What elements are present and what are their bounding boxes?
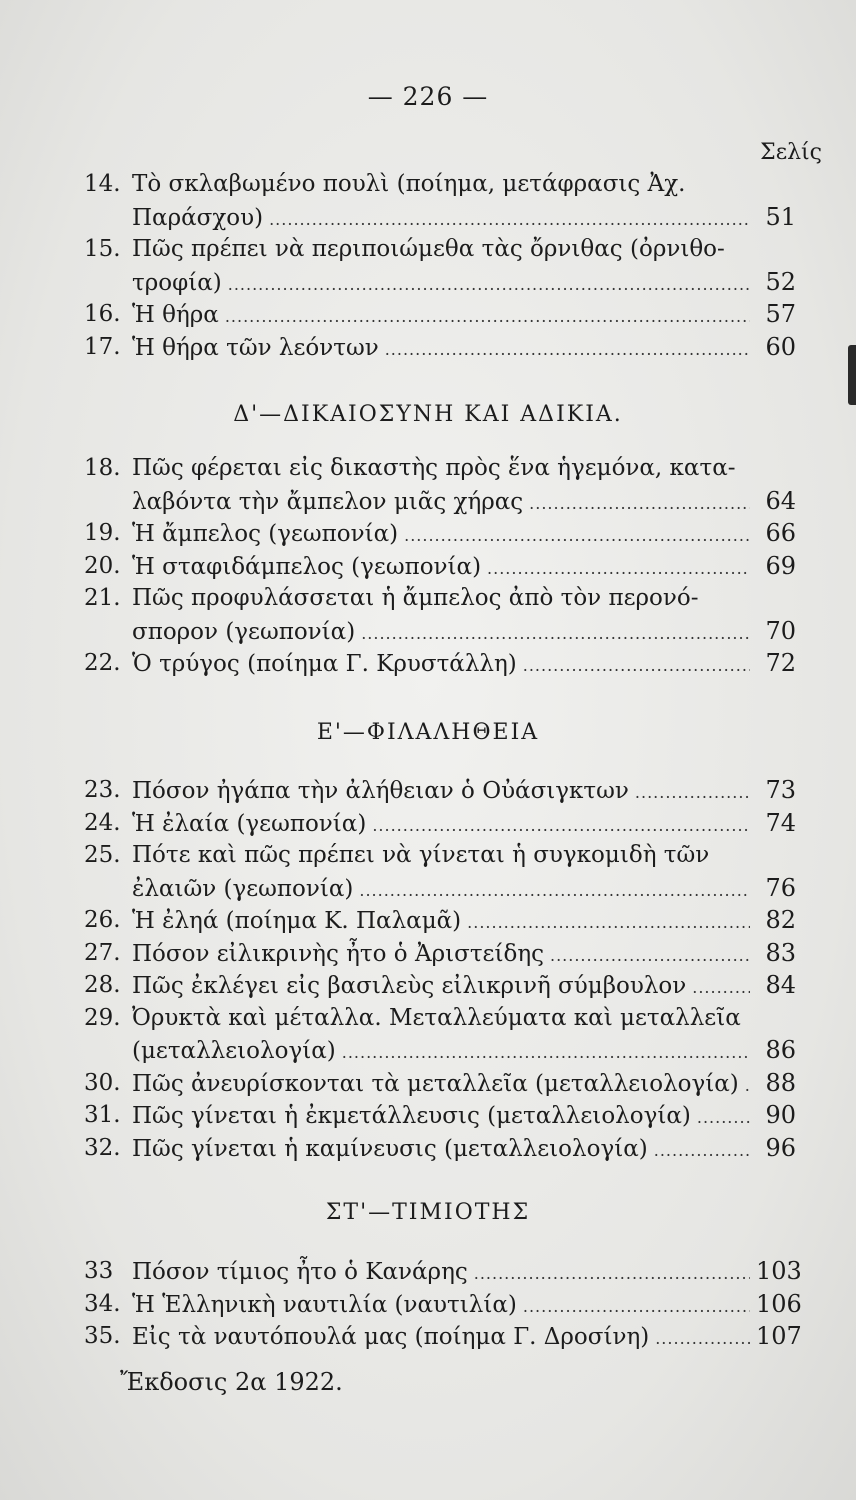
toc-line (84, 904, 796, 936)
toc-entry-number: 17. (84, 333, 121, 360)
toc-entry-page: 106 (756, 1289, 802, 1318)
toc-entry-number: 22. (84, 650, 121, 676)
section-heading-d: Δ'—ΔΙΚΑΙΟΣΥΝΗ ΚΑΙ ΑΔΙΚΙΑ. (233, 402, 623, 427)
toc-entry-number: 18. (84, 455, 121, 481)
leader-dots (692, 972, 750, 1004)
toc-entry-title: Πῶς γίνεται ἡ καμίνευσις (μεταλλειολογία) (132, 1135, 648, 1162)
toc-entry-number: 33 (84, 1258, 114, 1284)
leader-dots (529, 488, 750, 520)
toc-line (84, 872, 796, 904)
toc-entry-title: Πόσον τίμιος ἦτο ὁ Κανάρης (132, 1259, 468, 1285)
toc-entry-title: Ἡ ἄμπελος (γεωπονία) (132, 521, 399, 547)
toc-entry-title: σπορον (γεωπονία) (132, 618, 356, 645)
toc-entry-number: 19. (84, 520, 121, 546)
toc-line (84, 774, 796, 806)
leader-dots (372, 810, 750, 842)
toc-entry-page: 83 (765, 938, 796, 967)
toc-entry-title: ἐλαιῶν (γεωπονία) (132, 875, 354, 902)
toc-line (84, 1002, 796, 1034)
column-header-page: Σελίς (760, 140, 822, 165)
toc-line (84, 517, 796, 549)
toc-entry-number: 20. (84, 552, 121, 579)
toc-entry-page: 69 (765, 551, 796, 580)
leader-dots (474, 1258, 750, 1290)
edition-note: Ἔκδοσις 2α 1922. (120, 1368, 343, 1396)
page-edge-mark (848, 345, 856, 405)
toc-entry-number: 35. (84, 1323, 121, 1349)
leader-dots (361, 618, 750, 650)
toc-entry-title: Ὁ τρύγος (ποίημα Γ. Κρυστάλλη) (132, 651, 517, 677)
leader-dots (487, 553, 750, 585)
toc-entry-title: Ἡ ἐληά (ποίημα Κ. Παλαμᾶ) (132, 908, 462, 934)
toc-line (84, 1320, 802, 1352)
toc-entry-page: 88 (765, 1068, 796, 1097)
toc-entry-title: Πῶς πρέπει νὰ περιποιώμεθα τὰς ὄρνιθας (ὀρνιθο- (132, 236, 725, 262)
leader-dots (745, 1070, 750, 1102)
leader-dots (523, 650, 750, 682)
leader-dots (359, 875, 750, 907)
toc-entry-title: λαβόντα τὴν ἄμπελον μιᾶς χήρας (132, 488, 524, 515)
toc-entry-page: 84 (765, 971, 796, 999)
toc-line (84, 233, 796, 265)
leader-dots (523, 1291, 750, 1323)
toc-entry-number: 34. (84, 1290, 121, 1317)
toc-entry-page: 52 (765, 267, 796, 296)
toc-entry-title: Πῶς προφυλάσσεται ἡ ἄμπελος ἀπὸ τὸν περονό- (132, 585, 699, 611)
toc-entry-number: 23. (84, 777, 121, 803)
toc-line (84, 807, 796, 839)
toc-line (84, 1099, 796, 1131)
section-heading-e: Ε'—ΦΙΛΑΛΗΘΕΙΑ (316, 720, 540, 745)
toc-entry-number: 31. (84, 1102, 121, 1128)
leader-dots (228, 269, 750, 301)
toc-entry-page: 103 (756, 1257, 802, 1285)
toc-entry-number: 14. (84, 171, 121, 197)
toc-line (84, 937, 796, 969)
leader-dots (697, 1102, 750, 1134)
toc-entry-number: 26. (84, 907, 121, 933)
toc-entry-number: 21. (84, 585, 121, 611)
toc-entry-title: Πόσον εἰλικρινὴς ἦτο ὁ Ἀριστείδης (132, 940, 544, 967)
toc-line (84, 168, 796, 200)
toc-entry-page: 70 (765, 616, 796, 645)
toc-entry-page: 82 (765, 906, 796, 934)
toc-entry-title: Πῶς γίνεται ἡ ἐκμετάλλευσις (μεταλλειολογία) (132, 1103, 691, 1129)
toc-entry-page: 86 (765, 1036, 796, 1064)
toc-entry-title: Πόσον ἠγάπα τὴν ἀλήθειαν ὁ Οὐάσιγκτων (132, 778, 629, 804)
toc-entry-number: 28. (84, 972, 121, 998)
toc-entry-title: Ἡ Ἑλληνικὴ ναυτιλία (ναυτιλία) (132, 1291, 517, 1318)
toc-line (84, 550, 796, 582)
leader-dots (385, 334, 750, 366)
toc-entry-page: 96 (765, 1133, 796, 1162)
toc-entry-title: Ἡ σταφιδάμπελος (γεωπονία) (132, 553, 482, 580)
toc-entry-number: 15. (84, 236, 121, 262)
leader-dots (269, 204, 750, 236)
toc-entry-title: Πότε καὶ πῶς πρέπει νὰ γίνεται ἡ συγκομιδὴ τῶν (132, 842, 710, 868)
toc-line (84, 1255, 802, 1287)
toc-entry-title: τροφία) (132, 269, 222, 296)
toc-entry-page: 74 (765, 808, 796, 837)
toc-line (84, 1288, 802, 1320)
toc-entry-title: Ὀρυκτὰ καὶ μέταλλα. Μεταλλεύματα καὶ μεταλλεῖα (132, 1004, 741, 1031)
toc-line (84, 1067, 796, 1099)
leader-dots (635, 777, 750, 809)
toc-line (84, 647, 796, 679)
toc-entry-title: Τὸ σκλαβωμένο πουλὶ (ποίημα, μετάφρασις Ἀχ. (132, 171, 686, 197)
toc-line (84, 201, 796, 233)
toc-entry-number: 16. (84, 301, 121, 327)
toc-entry-page: 64 (765, 486, 796, 515)
leader-dots (404, 520, 750, 552)
toc-entry-title: Πῶς φέρεται εἰς δικαστὴς πρὸς ἕνα ἡγεμόνα, κατα- (132, 455, 736, 481)
leader-dots (467, 907, 750, 939)
toc-entry-page: 107 (756, 1322, 802, 1350)
leader-dots (654, 1135, 750, 1167)
toc-entry-page: 90 (765, 1101, 796, 1129)
toc-entry-number: 27. (84, 939, 121, 966)
toc-entry-page: 66 (765, 519, 796, 547)
toc-entry-title: Πῶς ἀνευρίσκονται τὰ μεταλλεῖα (μεταλλειολογία) (132, 1070, 739, 1097)
leader-dots (225, 301, 750, 333)
leader-dots (550, 940, 750, 972)
page-number: — 226 — (367, 82, 489, 111)
toc-line (84, 298, 796, 330)
toc-line (84, 485, 796, 517)
toc-line (84, 266, 796, 298)
toc-line (84, 1132, 796, 1164)
toc-entry-number: 29. (84, 1004, 121, 1031)
toc-entry-number: 24. (84, 809, 121, 836)
toc-entry-page: 73 (765, 776, 796, 804)
toc-line (84, 331, 796, 363)
toc-line (84, 452, 796, 484)
toc-entry-page: 60 (765, 332, 796, 361)
toc-entry-number: 30. (84, 1069, 121, 1096)
toc-entry-number: 32. (84, 1134, 121, 1161)
leader-dots (655, 1323, 750, 1355)
toc-line (84, 1034, 796, 1066)
toc-entry-title: Ἡ ἐλαία (γεωπονία) (132, 810, 367, 837)
toc-line (84, 969, 796, 1001)
toc-line (84, 615, 796, 647)
section-heading-st: ΣΤ'—ΤΙΜΙΟΤΗΣ (325, 1200, 531, 1225)
toc-entry-title: Πῶς ἐκλέγει εἰς βασιλεὺς εἰλικρινῆ σύμβουλον (132, 973, 687, 999)
toc-line (84, 839, 796, 871)
toc-entry-title: Ἡ θήρα τῶν λεόντων (132, 334, 379, 361)
toc-entry-page: 51 (765, 202, 796, 231)
toc-entry-page: 72 (765, 649, 796, 677)
toc-entry-page: 57 (765, 300, 796, 328)
toc-entry-title: Εἰς τὰ ναυτόπουλά μας (ποίημα Γ. Δροσίνη) (132, 1324, 650, 1350)
toc-entry-title: Παράσχου) (132, 204, 264, 231)
toc-entry-page: 76 (765, 873, 796, 902)
toc-entry-title: Ἡ θήρα (132, 302, 219, 328)
toc-entry-number: 25. (84, 842, 121, 868)
leader-dots (342, 1037, 750, 1069)
toc-line (84, 582, 796, 614)
toc-entry-title: (μεταλλειολογία) (132, 1038, 336, 1064)
